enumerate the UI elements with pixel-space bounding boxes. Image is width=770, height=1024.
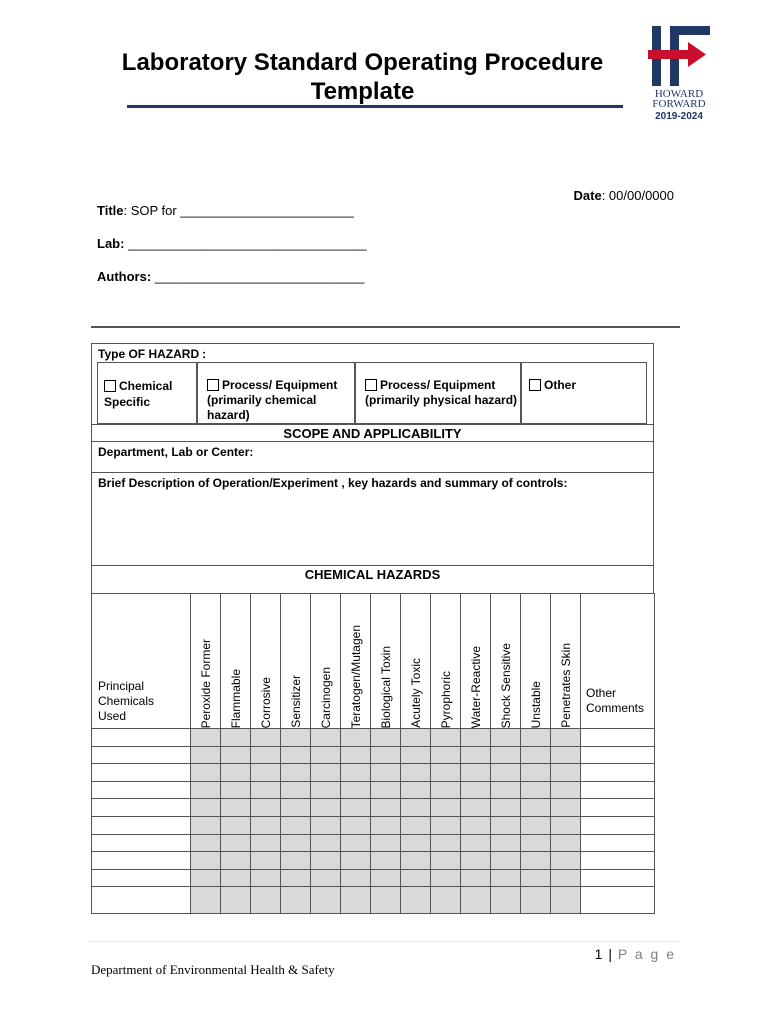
hazard-check-cell[interactable] [551,729,581,747]
hazard-check-cell[interactable] [551,887,581,914]
hazard-check-cell[interactable] [461,834,491,852]
chemical-name-cell[interactable] [92,729,191,747]
hazard-type-heading: Type OF HAZARD : [98,347,207,361]
hazard-check-cell[interactable] [431,799,461,817]
hazard-check-cell[interactable] [401,869,431,887]
hazard-check-cell[interactable] [191,869,221,887]
table-row [92,781,655,799]
hazard-check-cell[interactable] [401,852,431,870]
hazard-check-cell[interactable] [551,834,581,852]
hazard-check-cell[interactable] [281,887,311,914]
hazard-check-cell[interactable] [461,869,491,887]
col-corrosive: Corrosive [251,594,281,729]
hazard-check-cell[interactable] [341,746,371,764]
hazard-check-cell[interactable] [311,764,341,782]
hazard-check-cell[interactable] [491,764,521,782]
hazard-check-cell[interactable] [491,852,521,870]
hazard-check-cell[interactable] [251,869,281,887]
hazard-check-cell[interactable] [371,852,401,870]
date-field[interactable] [574,188,674,203]
hazard-check-cell[interactable] [251,852,281,870]
col-teratogen-mutagen: Teratogen/Mutagen [341,594,371,729]
hazard-check-cell[interactable] [401,816,431,834]
hazard-check-cell[interactable] [371,834,401,852]
hazard-check-cell[interactable] [221,746,251,764]
lab-value: _________________________________ [124,236,367,251]
comments-cell[interactable] [581,746,655,764]
hazard-check-cell[interactable] [431,834,461,852]
comments-cell[interactable] [581,781,655,799]
col-acutely-toxic: Acutely Toxic [401,594,431,729]
col-shock-sensitive: Shock Sensitive [491,594,521,729]
col-sensitizer: Sensitizer [281,594,311,729]
hazard-check-cell[interactable] [491,729,521,747]
hazard-check-cell[interactable] [341,764,371,782]
hazard-check-cell[interactable] [221,764,251,782]
hazard-check-cell[interactable] [281,764,311,782]
hazard-check-cell[interactable] [521,746,551,764]
hazard-check-cell[interactable] [311,816,341,834]
hazard-check-cell[interactable] [311,834,341,852]
table-row [92,816,655,834]
hazard-check-cell[interactable] [221,799,251,817]
hazard-check-cell[interactable] [191,852,221,870]
hazard-check-cell[interactable] [551,869,581,887]
authors-field[interactable] [97,269,364,284]
hazard-check-cell[interactable] [191,781,221,799]
hazard-check-cell[interactable] [431,869,461,887]
hazard-check-cell[interactable] [401,799,431,817]
section-divider [91,326,680,328]
col-peroxide-former: Peroxide Former [191,594,221,729]
hazard-check-cell[interactable] [341,816,371,834]
table-row [92,852,655,870]
chemical-checkbox[interactable] [104,380,116,392]
hazard-check-cell[interactable] [221,729,251,747]
table-row [92,729,655,747]
hazard-check-cell[interactable] [521,852,551,870]
hazard-check-cell[interactable] [431,816,461,834]
hazard-check-cell[interactable] [341,799,371,817]
description-label: Brief Description of Operation/Experiment , key hazards and summary of controls: [98,476,568,490]
chemical-hazards-heading: CHEMICAL HAZARDS [304,567,441,582]
hazard-check-cell[interactable] [371,764,401,782]
hazard-check-cell[interactable] [551,764,581,782]
hazard-check-cell[interactable] [221,887,251,914]
chemical-name-cell[interactable] [92,852,191,870]
hazard-check-cell[interactable] [371,816,401,834]
hazard-check-cell[interactable] [401,887,431,914]
principal-chemicals-header: Principal Chemicals Used [92,594,191,729]
hazard-check-cell[interactable] [281,852,311,870]
title-underline [127,105,623,108]
hazard-check-cell[interactable] [401,764,431,782]
hazard-check-cell[interactable] [221,816,251,834]
hazard-check-cell[interactable] [311,781,341,799]
table-row [92,834,655,852]
table-row [92,799,655,817]
page-number: 1 | P a g e [594,946,676,962]
comments-cell[interactable] [581,834,655,852]
hazard-check-cell[interactable] [251,887,281,914]
table-row [92,869,655,887]
table-row [92,746,655,764]
hazard-check-cell[interactable] [251,781,281,799]
hazard-check-cell[interactable] [311,852,341,870]
hazard-check-cell[interactable] [221,869,251,887]
hazard-check-cell[interactable] [551,816,581,834]
hazard-check-cell[interactable] [251,834,281,852]
title-line-1: Laboratory Standard Operating Procedure [121,49,604,76]
hazard-check-cell[interactable] [281,781,311,799]
col-unstable: Unstable [521,594,551,729]
col-penetrates-skin: Penetrates Skin [551,594,581,729]
scope-heading-row [91,424,654,442]
other-checkbox[interactable] [529,379,541,391]
hazard-check-cell[interactable] [281,834,311,852]
footer-department: Department of Environmental Health & Safety [91,962,335,977]
document-title [95,48,630,106]
hazard-check-cell[interactable] [521,816,551,834]
hazard-check-cell[interactable] [491,869,521,887]
hazard-check-cell[interactable] [521,764,551,782]
chemical-hazards-table [91,593,655,914]
logo-years: 2019-2024 [655,111,703,122]
hazard-option-chemical[interactable]: Chemical Specific [97,362,197,424]
hazard-check-cell[interactable] [311,729,341,747]
hazard-check-cell[interactable] [281,746,311,764]
hazard-check-cell[interactable] [311,746,341,764]
hazard-check-cell[interactable] [191,746,221,764]
hazard-check-cell[interactable] [191,799,221,817]
comments-cell[interactable] [581,799,655,817]
hazard-check-cell[interactable] [461,887,491,914]
chemical-name-cell[interactable] [92,869,191,887]
comments-cell[interactable] [581,764,655,782]
hazard-check-cell[interactable] [521,887,551,914]
title-label: Title [97,203,124,218]
hazard-header-row [92,594,655,729]
hazard-check-cell[interactable] [491,781,521,799]
hazard-check-cell[interactable] [551,799,581,817]
hazard-check-cell[interactable] [311,799,341,817]
hazard-check-cell[interactable] [251,816,281,834]
lab-field[interactable] [97,236,367,251]
scope-heading: SCOPE AND APPLICABILITY [283,426,462,441]
chemical-name-cell[interactable] [92,781,191,799]
hazard-check-cell[interactable] [431,764,461,782]
title-value: : SOP for ________________________ [123,203,354,218]
col-water-reactive: Water-Reactive [461,594,491,729]
hazard-check-cell[interactable] [371,781,401,799]
hazard-check-cell[interactable] [281,799,311,817]
date-value: : 00/00/0000 [601,188,674,203]
hazard-check-cell[interactable] [521,869,551,887]
comments-cell[interactable] [581,869,655,887]
hazard-check-cell[interactable] [221,852,251,870]
description-row[interactable] [91,472,654,566]
process-physical-checkbox[interactable] [365,379,377,391]
chemical-hazards-heading-row [91,565,654,594]
hazard-option-other[interactable]: Other [521,362,647,424]
chemical-name-cell[interactable] [92,834,191,852]
hazard-check-cell[interactable] [401,746,431,764]
hazard-check-cell[interactable] [431,887,461,914]
col-biological-toxin: Biological Toxin [371,594,401,729]
hazard-check-cell[interactable] [191,729,221,747]
footer-rule [88,941,680,942]
hazard-check-cell[interactable] [311,887,341,914]
lab-label: Lab: [97,236,125,251]
hazard-check-cell[interactable] [341,781,371,799]
chemical-name-cell[interactable] [92,746,191,764]
hazard-check-cell[interactable] [341,729,371,747]
hazard-check-cell[interactable] [371,799,401,817]
hazard-check-cell[interactable] [491,834,521,852]
chemical-name-cell[interactable] [92,764,191,782]
hazard-check-cell[interactable] [461,746,491,764]
chemical-name-cell[interactable] [92,799,191,817]
hazard-check-cell[interactable] [491,887,521,914]
hazard-check-cell[interactable] [491,746,521,764]
hazard-check-cell[interactable] [401,729,431,747]
title-field[interactable] [97,203,354,218]
hazard-check-cell[interactable] [221,834,251,852]
hazard-check-cell[interactable] [431,781,461,799]
chemical-name-cell[interactable] [92,887,191,914]
date-label: Date [573,188,602,203]
hazard-check-cell[interactable] [521,834,551,852]
hazard-check-cell[interactable] [251,799,281,817]
col-flammable: Flammable [221,594,251,729]
hazard-check-cell[interactable] [461,729,491,747]
hazard-option-process-chemical[interactable]: Process/ Equipment (primarily chemical hazard) [197,362,355,424]
table-row [92,764,655,782]
comments-cell[interactable] [581,729,655,747]
hazard-check-cell[interactable] [341,887,371,914]
hazard-check-cell[interactable] [551,781,581,799]
hazard-check-cell[interactable] [521,781,551,799]
hazard-check-cell[interactable] [491,799,521,817]
hazard-option-process-physical[interactable]: Process/ Equipment (primarily physical hazard) [355,362,521,424]
hazard-check-cell[interactable] [191,834,221,852]
hazard-check-cell[interactable] [221,781,251,799]
hazard-check-cell[interactable] [461,781,491,799]
hazard-check-cell[interactable] [521,799,551,817]
hazard-check-cell[interactable] [371,729,401,747]
hazard-check-cell[interactable] [431,729,461,747]
process-chemical-checkbox[interactable] [207,379,219,391]
authors-value: _____________________________ [151,269,365,284]
department-label: Department, Lab or Center: [98,445,254,459]
hazard-check-cell[interactable] [461,799,491,817]
hazard-check-cell[interactable] [191,764,221,782]
hazard-check-cell[interactable] [191,816,221,834]
comments-cell[interactable] [581,887,655,914]
hazard-check-cell[interactable] [341,869,371,887]
other-comments-header: Other Comments [581,594,655,729]
authors-label: Authors: [97,269,152,284]
hazard-check-cell[interactable] [371,869,401,887]
hazard-check-cell[interactable] [251,764,281,782]
hazard-check-cell[interactable] [371,746,401,764]
hazard-check-cell[interactable] [551,746,581,764]
logo-wordmark: HOWARD FORWARD [652,88,706,110]
hazard-check-cell[interactable] [251,729,281,747]
hazard-check-cell[interactable] [281,729,311,747]
title-line-2: Template [310,78,415,105]
hazard-check-cell[interactable] [191,887,221,914]
hazard-check-cell[interactable] [371,887,401,914]
comments-cell[interactable] [581,816,655,834]
hazard-check-cell[interactable] [311,869,341,887]
hazard-check-cell[interactable] [401,834,431,852]
department-row[interactable] [91,441,654,473]
hazard-check-cell[interactable] [521,729,551,747]
chemical-name-cell[interactable] [92,816,191,834]
hazard-check-cell[interactable] [341,834,371,852]
hazard-check-cell[interactable] [401,781,431,799]
col-carcinogen: Carcinogen [311,594,341,729]
hazard-check-cell[interactable] [281,816,311,834]
hazard-check-cell[interactable] [491,816,521,834]
hazard-check-cell[interactable] [431,746,461,764]
hazard-check-cell[interactable] [281,869,311,887]
hazard-check-cell[interactable] [341,852,371,870]
hazard-check-cell[interactable] [461,816,491,834]
hazard-check-cell[interactable] [551,852,581,870]
hazard-check-cell[interactable] [431,852,461,870]
table-row [92,887,655,914]
hazard-check-cell[interactable] [461,852,491,870]
comments-cell[interactable] [581,852,655,870]
hazard-check-cell[interactable] [461,764,491,782]
hazard-check-cell[interactable] [251,746,281,764]
col-pyrophoric: Pyrophoric [431,594,461,729]
